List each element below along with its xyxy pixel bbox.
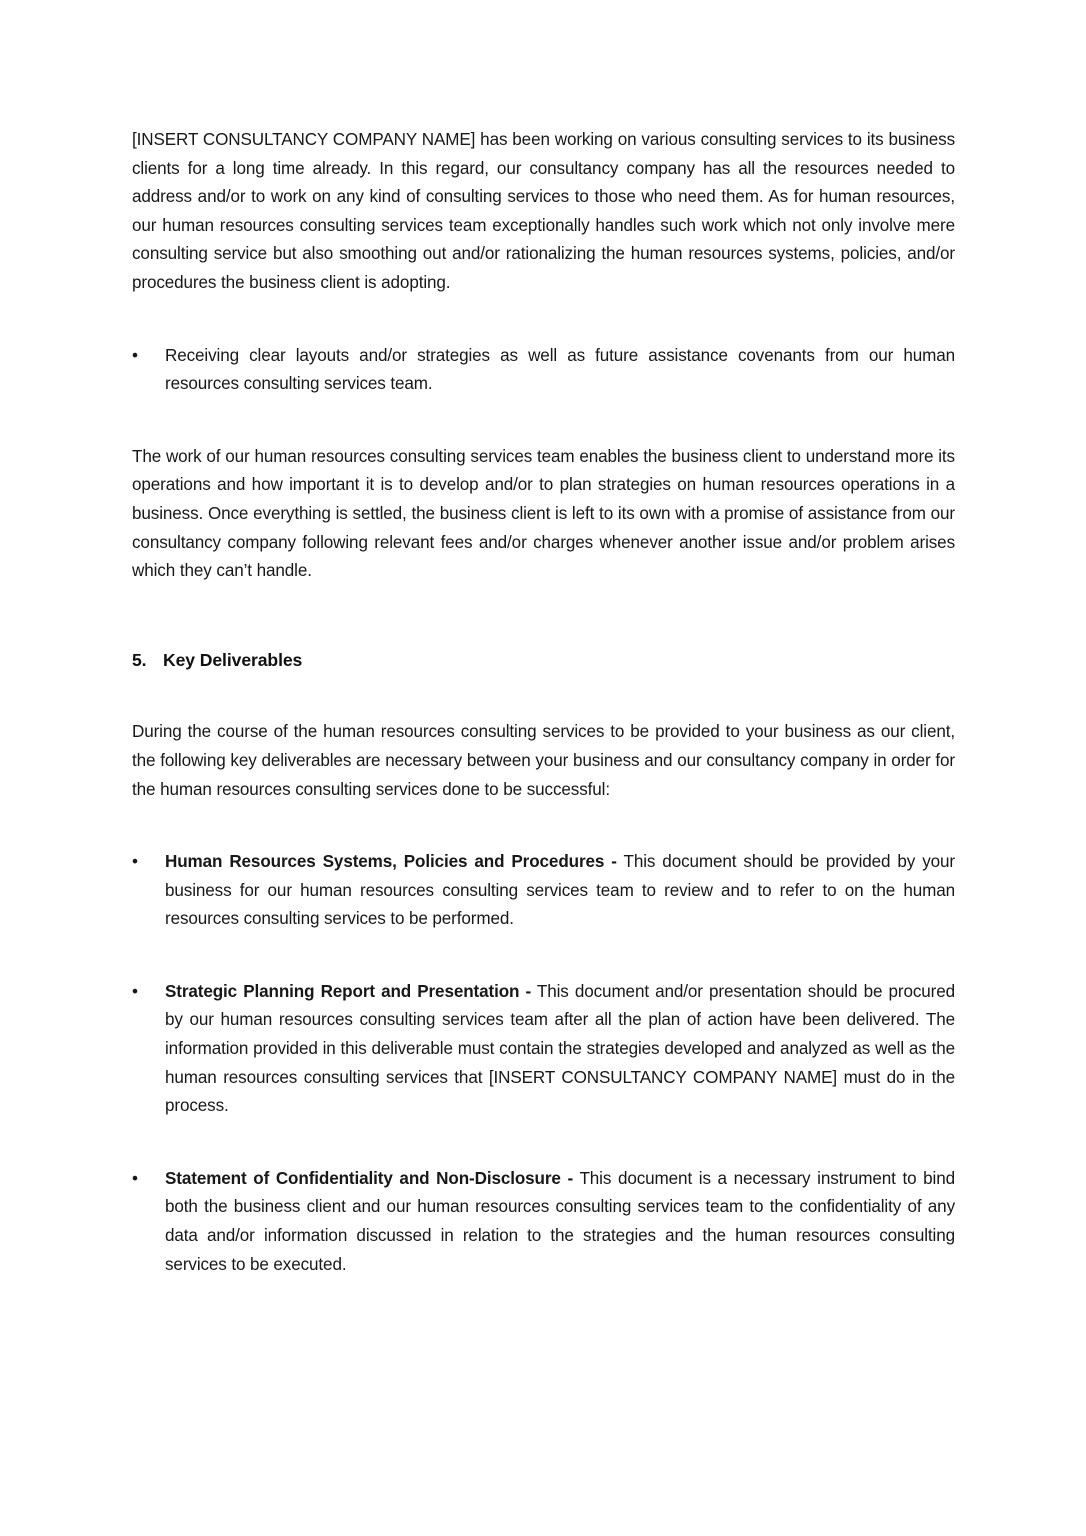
bullet-icon: • [132, 981, 138, 1001]
list-item-text: Receiving clear layouts and/or strategies as well as future assistance covenants from our human resources consulting services team. [165, 345, 955, 394]
list-item [132, 1165, 955, 1279]
document-text-column [132, 126, 955, 1279]
bullet-icon: • [132, 852, 138, 872]
spacer [132, 399, 955, 443]
second-paragraph: The work of our human resources consulting services team enables the business client to understand more its operations and how important it is to develop and/or to plan strategies on human resources operations in a business. Once everything is settled, the business client is left to its own with a promise of assistance from our consultancy company following relevant fees and/or charges whenever another issue and/or problem arises which they can’t handle. [132, 446, 955, 581]
page-title: Key Deliverables [163, 649, 303, 670]
section-heading [132, 646, 955, 675]
list-item-text [165, 1165, 955, 1279]
list-item-text [165, 978, 955, 1121]
deliverable-description: This document should be provided by your business for our human resources consulting services team to review and to refer to on the human resources consulting services to be performed. [165, 852, 955, 929]
bullet-icon: • [132, 345, 138, 365]
spacer [132, 298, 955, 342]
section-number: 5. [132, 649, 147, 670]
spacer [132, 674, 955, 718]
list-item [132, 848, 955, 934]
deliverable-title: Strategic Planning Report and Presentation - [165, 981, 532, 1001]
spacer [132, 934, 955, 978]
spacer [132, 804, 955, 848]
deliverable-description: This document and/or presentation should be procured by our human resources consulting services team after all the plan of action have been delivered. The information provided in this deliverable must contain the strategies developed and analyzed as well as the human resources consulting services that [INSERT CONSULTANCY COMPANY NAME] must do in the process. [165, 981, 955, 1116]
list-item [132, 978, 955, 1121]
list-item-text [165, 848, 955, 934]
spacer [132, 1121, 955, 1165]
deliverable-title: Statement of Confidentiality and Non-Disclosure - [165, 1168, 574, 1188]
deliverable-title: Human Resources Systems, Policies and Procedures - [165, 852, 617, 872]
spacer [132, 586, 955, 646]
deliverable-description: This document is a necessary instrument to bind both the business client and our human resources consulting services team to the confidentiality of any data and/or information discussed in relation to the strategies and the human resources consulting services to be executed. [165, 1168, 955, 1274]
intro-paragraph: [INSERT CONSULTANCY COMPANY NAME] has been working on various consulting services to its business clients for a long time already. In this regard, our consultancy company has all the resources needed to address and/or to work on any kind of consulting services to those who need them. As for human resources, our human resources consulting services team exceptionally handles such work which not only involve mere consulting service but also smoothing out and/or rationalizing the human resources systems, policies, and/or procedures the business client is adopting. [132, 130, 955, 292]
list-item [132, 342, 955, 399]
section-intro-paragraph: During the course of the human resources consulting services to be provided to your business as our client, the following key deliverables are necessary between your business and our consultancy company in order for the human resources consulting services done to be successful: [132, 722, 955, 799]
bullet-icon: • [132, 1168, 138, 1188]
